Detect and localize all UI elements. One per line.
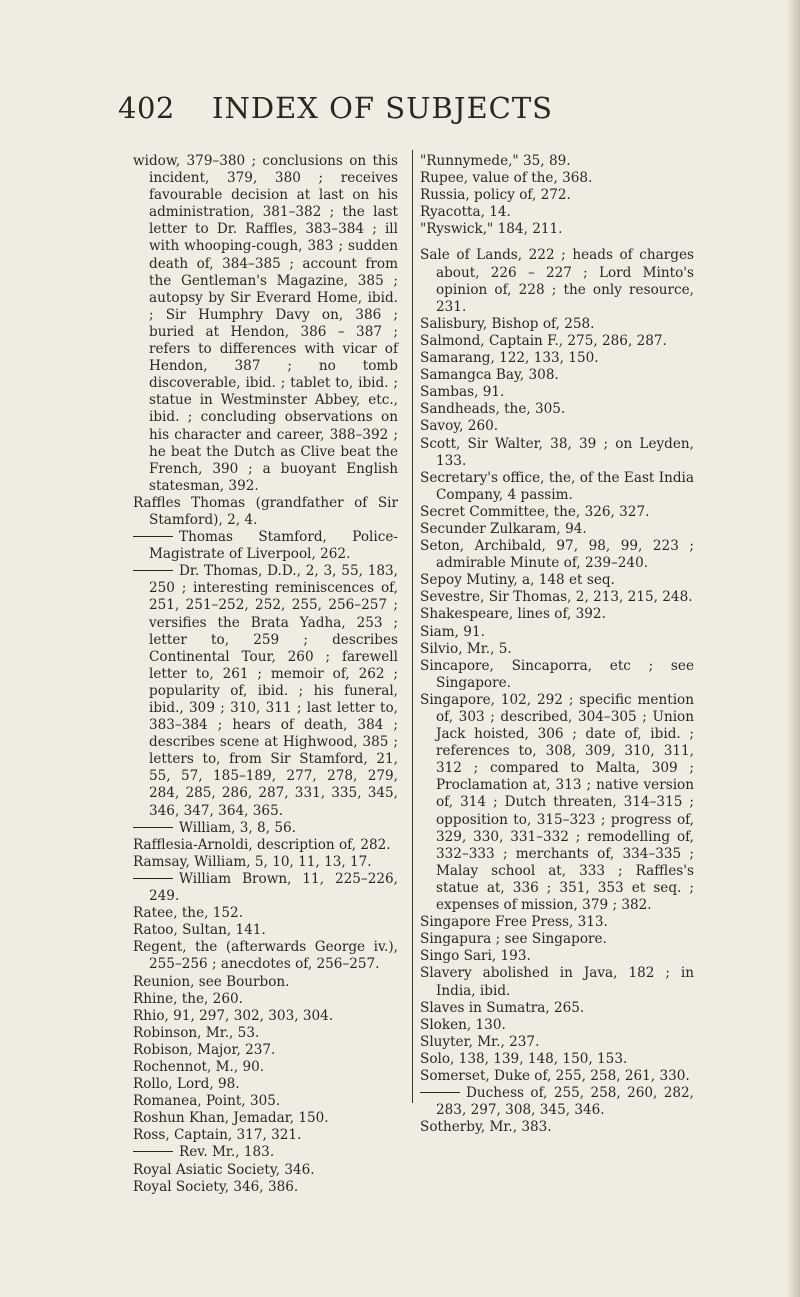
index-entry <box>133 820 398 837</box>
index-entry-text: Singo Sari, 193. <box>420 948 531 965</box>
index-entry-text: Rochennot, M., 90. <box>133 1058 265 1075</box>
index-entry <box>133 1059 398 1076</box>
index-entry <box>133 495 398 529</box>
index-entry-text: Samangca Bay, 308. <box>420 367 559 384</box>
index-entry <box>420 624 694 641</box>
index-entry <box>420 1051 694 1068</box>
index-entry-text: Regent, the (afterwards George iv.), 255–256 ; anecdotes of, 256–257. <box>133 939 398 973</box>
index-entry-text: Scott, Sir Walter, 38, 39 ; on Leyden, 133. <box>420 435 694 469</box>
page-number: 402 <box>118 91 175 125</box>
index-entry <box>133 153 398 495</box>
index-entry <box>133 974 398 991</box>
index-entry <box>420 204 694 221</box>
index-entry <box>133 1093 398 1110</box>
repeat-dash <box>133 827 173 828</box>
index-entry <box>133 1162 398 1179</box>
index-entry <box>133 991 398 1008</box>
index-entry-text: Duchess of, 255, 258, 260, 282, 283, 297, 308, 345, 346. <box>436 1085 694 1119</box>
index-entry-text: Salmond, Captain F., 275, 286, 287. <box>420 332 667 349</box>
index-entry <box>420 641 694 658</box>
index-entry <box>133 1179 398 1196</box>
index-entry-text: Secretary's office, the, of the East India Company, 4 passim. <box>420 469 694 503</box>
index-entry-text: Solo, 138, 139, 148, 150, 153. <box>420 1050 628 1067</box>
index-entry-text: Rhio, 91, 297, 302, 303, 304. <box>133 1007 334 1024</box>
index-entry <box>133 1008 398 1025</box>
index-entry <box>420 153 694 170</box>
index-entry-text: Secunder Zulkaram, 94. <box>420 520 587 537</box>
index-entry <box>133 1110 398 1127</box>
index-entry-text: Romanea, Point, 305. <box>133 1093 281 1110</box>
index-entry-text: Rev. Mr., 183. <box>179 1144 275 1161</box>
index-entry <box>420 418 694 435</box>
index-entry-text: "Ryswick," 184, 211. <box>420 221 563 238</box>
index-entry-text: Slavery abolished in Java, 182 ; in India, ibid. <box>420 965 694 999</box>
index-entry <box>133 939 398 973</box>
index-entry <box>420 1017 694 1034</box>
index-entry-text: widow, 379–380 ; conclusions on this incident, 379, 380 ; receives favourable decision at last on his administration, 381–382 ; the last letter to Dr. Raffles, 383–384 ; ill with whooping-cough, 383 ; sudden death of, 384–385 ; account from the Gentleman's Magazine, 385 ; autopsy by Sir Everard Home, ibid. ; Sir Humphry Davy on, 386 ; buried at Hendon, 386 – 387 ; refers to differences with vicar of Hendon, 387 ; no tomb discoverable, ibid. ; tablet to, ibid. ; statue in Westminster Abbey, etc., ibid. ; concluding observations on his character and career, 388–392 ; he beat the Dutch as Clive beat the French, 390 ; a buoyant English statesman, 392. <box>133 153 398 494</box>
index-entry-text: Ross, Captain, 317, 321. <box>133 1127 302 1144</box>
index-entry <box>420 1000 694 1017</box>
index-entry-text: Ratee, the, 152. <box>133 905 244 922</box>
index-entry-text: William, 3, 8, 56. <box>179 819 296 836</box>
index-entry-text: Sincapore, Sincaporra, etc ; see Singapore. <box>420 657 694 691</box>
index-entry <box>133 837 398 854</box>
index-column-right <box>420 153 694 1136</box>
index-entry <box>420 504 694 521</box>
index-entry <box>420 538 694 572</box>
index-entry-text: Silvio, Mr., 5. <box>420 640 512 657</box>
index-entry <box>420 221 694 238</box>
index-entry-text: Rollo, Lord, 98. <box>133 1076 240 1093</box>
index-entry <box>420 384 694 401</box>
index-entry-text: Sevestre, Sir Thomas, 2, 213, 215, 248. <box>420 589 693 606</box>
index-entry-text: Siam, 91. <box>420 623 485 640</box>
index-entry-text: Samarang, 122, 133, 150. <box>420 350 599 367</box>
index-entry <box>420 333 694 350</box>
index-entry <box>420 572 694 589</box>
index-entry <box>420 1119 694 1136</box>
index-entry-text: Sloken, 130. <box>420 1016 506 1033</box>
section-gap <box>420 238 694 247</box>
index-column-left <box>133 153 398 1196</box>
page-edge-shadow <box>786 0 800 1297</box>
index-entry <box>133 905 398 922</box>
index-entry-text: Somerset, Duke of, 255, 258, 261, 330. <box>420 1067 690 1084</box>
index-entry-text: Raffles Thomas (grandfather of Sir Stamford), 2, 4. <box>133 494 398 528</box>
index-entry <box>133 1042 398 1059</box>
index-entry <box>420 401 694 418</box>
index-entry-text: Singapura ; see Singapore. <box>420 931 607 948</box>
index-entry <box>420 692 694 914</box>
index-entry-text: Sambas, 91. <box>420 384 505 401</box>
index-entry-text: Robinson, Mr., 53. <box>133 1024 260 1041</box>
index-entry <box>420 521 694 538</box>
index-entry <box>420 606 694 623</box>
index-entry <box>420 367 694 384</box>
index-entry-text: Ratoo, Sultan, 141. <box>133 922 266 939</box>
index-entry <box>133 871 398 905</box>
repeat-dash <box>133 1151 173 1152</box>
index-entry-text: Singapore Free Press, 313. <box>420 914 608 931</box>
index-entry <box>420 1034 694 1051</box>
index-entry-text: Sale of Lands, 222 ; heads of charges about, 226 – 227 ; Lord Minto's opinion of, 228 ; the only resource, 231. <box>420 247 694 315</box>
index-entry <box>420 1085 694 1119</box>
repeat-dash <box>133 570 173 571</box>
index-entry-text: Royal Asiatic Society, 346. <box>133 1161 315 1178</box>
index-entry-text: Rafflesia-Arnoldi, description of, 282. <box>133 836 391 853</box>
index-entry-text: Sepoy Mutiny, a, 148 et seq. <box>420 572 615 589</box>
index-entry-text: Shakespeare, lines of, 392. <box>420 606 606 623</box>
index-entry <box>420 316 694 333</box>
index-entry-text: Savoy, 260. <box>420 418 499 435</box>
index-entry-text: Sotherby, Mr., 383. <box>420 1119 552 1136</box>
index-entry <box>420 170 694 187</box>
index-entry <box>420 247 694 315</box>
index-entry <box>133 1076 398 1093</box>
index-entry-text: Salisbury, Bishop of, 258. <box>420 315 595 332</box>
index-entry <box>133 1144 398 1161</box>
index-entry <box>133 854 398 871</box>
page-header <box>118 91 658 135</box>
index-entry-text: Seton, Archibald, 97, 98, 99, 223 ; admirable Minute of, 239–240. <box>420 538 694 572</box>
repeat-dash <box>420 1092 460 1093</box>
index-entry-text: Royal Society, 346, 386. <box>133 1178 299 1195</box>
index-entry-text: Ramsay, William, 5, 10, 11, 13, 17. <box>133 853 372 870</box>
index-entry <box>420 948 694 965</box>
index-entry-text: Rupee, value of the, 368. <box>420 170 593 187</box>
index-entry <box>420 470 694 504</box>
index-entry-text: Ryacotta, 14. <box>420 204 511 221</box>
page-title: INDEX OF SUBJECTS <box>212 91 554 125</box>
index-entry-text: Russia, policy of, 272. <box>420 187 571 204</box>
index-entry <box>420 658 694 692</box>
index-entry <box>420 914 694 931</box>
index-entry-text: Dr. Thomas, D.D., 2, 3, 55, 183, 250 ; interesting reminiscences of, 251, 251–252, 252, 255, 256–257 ; versifies the Brata Yadha, 253 ; letter to, 259 ; describes Continental Tour, 260 ; farewell letter to, 261 ; memoir of, 262 ; popularity of, ibid. ; his funeral, ibid., 309 ; 310, 311 ; last letter to, 383–384 ; hears of death, 384 ; describes scene at Highwood, 385 ; letters to, from Sir Stamford, 21, 55, 57, 185–189, 277, 278, 279, 284, 285, 286, 287, 331, 335, 345, 346, 347, 364, 365. <box>149 563 398 819</box>
index-entry <box>133 922 398 939</box>
repeat-dash <box>133 878 173 879</box>
index-entry-text: Sandheads, the, 305. <box>420 401 566 418</box>
index-entry <box>133 563 398 819</box>
index-entry-text: Reunion, see Bourbon. <box>133 973 290 990</box>
index-entry <box>133 529 398 563</box>
index-entry <box>420 436 694 470</box>
index-entry-text: Robison, Major, 237. <box>133 1041 276 1058</box>
index-entry <box>420 589 694 606</box>
column-divider <box>412 150 413 1103</box>
index-entry <box>420 187 694 204</box>
index-entry <box>420 965 694 999</box>
index-entry <box>420 931 694 948</box>
index-entry-text: Singapore, 102, 292 ; specific mention of, 303 ; described, 304–305 ; Union Jack hoisted, 306 ; date of, ibid. ; references to, 308, 309, 310, 311, 312 ; compared to Malta, 309 ; Proclamation at, 313 ; native version of, 314 ; Dutch threaten, 314–315 ; opposition to, 315–323 ; progress of, 329, 330, 331–332 ; remodelling of, 332–333 ; merchants of, 334–335 ; Malay school at, 333 ; Raffles's statue at, 336 ; 351, 353 et seq. ; expenses of mission, 379 ; 382. <box>420 691 694 914</box>
index-entry-text: William Brown, 11, 225–226, 249. <box>149 870 398 905</box>
index-entry-text: Thomas Stamford, Police-Magistrate of Liverpool, 262. <box>149 529 398 563</box>
index-entry-text: "Runnymede," 35, 89. <box>420 153 571 169</box>
index-entry <box>420 350 694 367</box>
index-entry <box>420 1068 694 1085</box>
index-entry <box>133 1025 398 1042</box>
index-entry-text: Secret Committee, the, 326, 327. <box>420 503 650 520</box>
index-entry-text: Sluyter, Mr., 237. <box>420 1033 540 1050</box>
index-entry-text: Roshun Khan, Jemadar, 150. <box>133 1110 329 1127</box>
index-entry-text: Slaves in Sumatra, 265. <box>420 999 585 1016</box>
repeat-dash <box>133 536 173 537</box>
index-entry <box>133 1127 398 1144</box>
index-entry-text: Rhine, the, 260. <box>133 990 243 1007</box>
